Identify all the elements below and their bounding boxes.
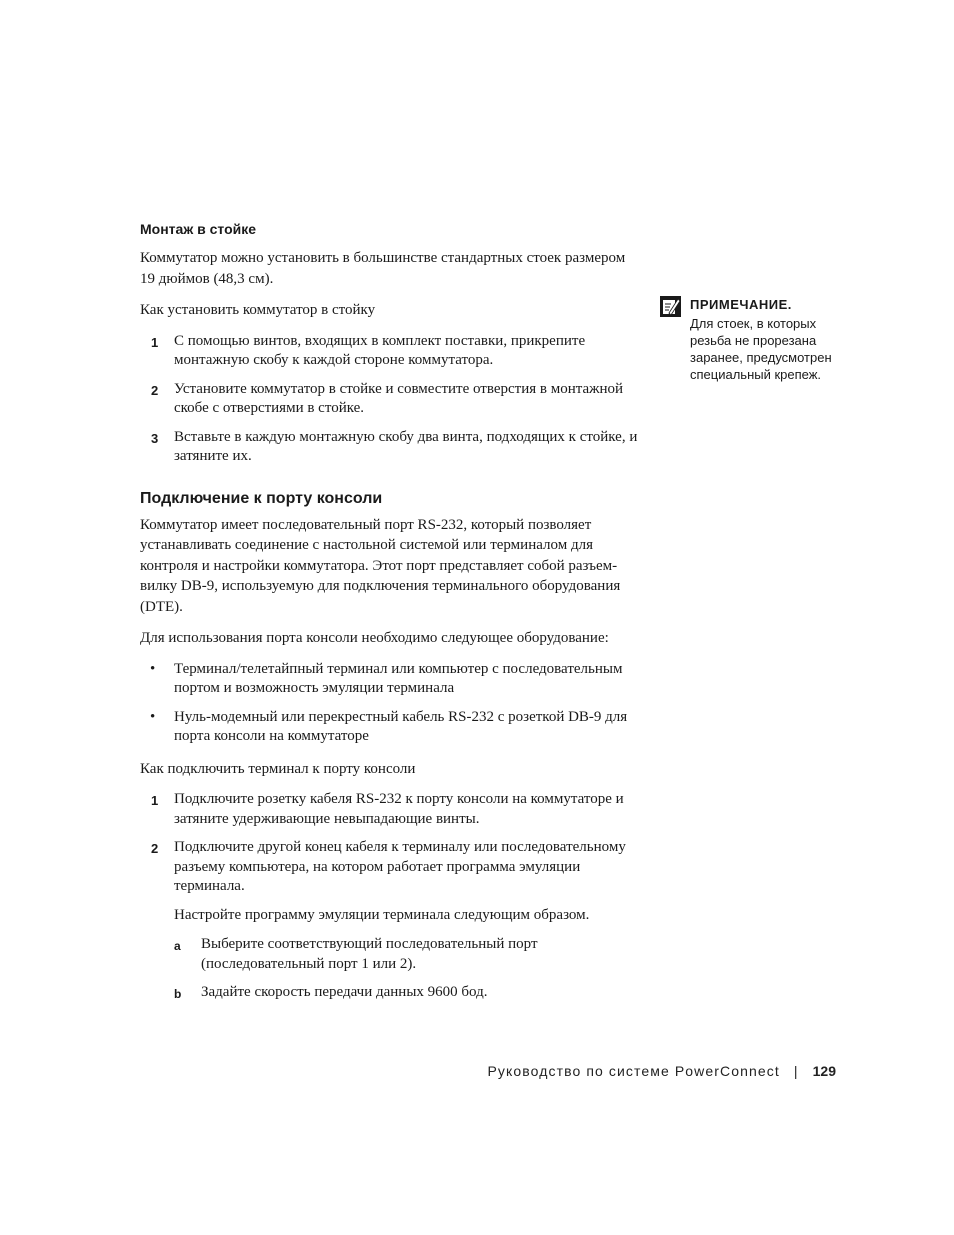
substep-letter: a [174,939,181,953]
step-number: 3 [151,430,159,446]
bullet-icon: • [150,708,156,725]
step-number: 1 [151,793,159,808]
list-item [140,838,640,1003]
equipment-list [140,660,640,747]
note-pencil-icon [660,296,681,317]
section-heading-console-port: Подключение к порту консоли [140,489,383,507]
step-number: 2 [151,382,159,398]
note-title: ПРИМЕЧАНИЕ. [690,297,792,312]
equipment-text: Нуль-модемный или перекрестный кабель RS-232 с розеткой DB-9 для порта консоли на коммутаторе [174,708,628,744]
step-number: 1 [151,334,159,350]
note-box [660,296,845,383]
list-item [140,380,640,419]
console-port-intro: Коммутатор имеет последовательный порт RS-232, который позволяет устанавливать соединение с настольной системой или терминалом для контроля и настройки коммутатора. Этот порт представляет собой разъем-вилку DB-9, используемую для подключения терминального оборудования (DTE). [140,516,621,615]
list-item [140,428,640,467]
console-procedure-title: Как подключить терминал к порту консоли [140,760,416,777]
rack-mount-procedure-title: Как установить коммутатор в стойку [140,302,376,318]
step-text: С помощью винтов, входящих в комплект поставки, прикрепите монтажную скобу к каждой стороне коммутатора. [174,332,586,368]
footer-title: Руководство по системе PowerConnect [487,1063,780,1079]
list-item [140,790,640,829]
list-item [174,983,640,1003]
list-item [140,332,640,371]
substep-text: Выберите соответствующий последовательный порт (последовательный порт 1 или 2). [201,936,538,972]
list-item [140,660,640,699]
substep-text: Задайте скорость передачи данных 9600 бод. [201,984,488,1000]
step-number: 2 [151,841,159,856]
bullet-icon: • [150,660,156,677]
footer-separator: | [793,1063,799,1079]
terminal-settings-substeps [174,935,640,1003]
page-number: 129 [812,1063,836,1079]
console-steps [140,790,640,1003]
list-item [140,708,640,747]
step-text: Вставьте в каждую монтажную скобу два винта, подходящих к стойке, и затяните их. [174,428,638,464]
rack-mount-steps [140,332,640,467]
substep-letter: b [174,987,182,1001]
equipment-intro: Для использования порта консоли необходимо следующее оборудование: [140,630,609,646]
main-content [140,220,640,1015]
list-item [174,935,640,974]
step-text: Подключите розетку кабеля RS-232 к порту консоли на коммутаторе и затяните удерживающие невыпадающие винты. [174,791,624,827]
page-footer [487,1062,836,1080]
section-heading-rack-mount: Монтаж в стойке [140,221,257,237]
equipment-text: Терминал/телетайпный терминал или компьютер с последовательным портом и возможность эмуляции терминала [174,660,623,696]
step-text: Установите коммутатор в стойке и совместите отверстия в монтажной скобе с отверстиями в стойке. [174,380,624,416]
rack-mount-intro: Коммутатор можно установить в большинстве стандартных стоек размером 19 дюймов (48,3 см). [140,250,626,287]
step-extra-text: Настройте программу эмуляции терминала следующим образом. [174,906,590,923]
note-text: Для стоек, в которых резьба не прорезана заранее, предусмотрен специальный крепеж. [690,316,832,382]
step-text: Подключите другой конец кабеля к терминалу или последовательному разъему компьютера, на котором работает программа эмуляции терминала. [174,839,626,894]
